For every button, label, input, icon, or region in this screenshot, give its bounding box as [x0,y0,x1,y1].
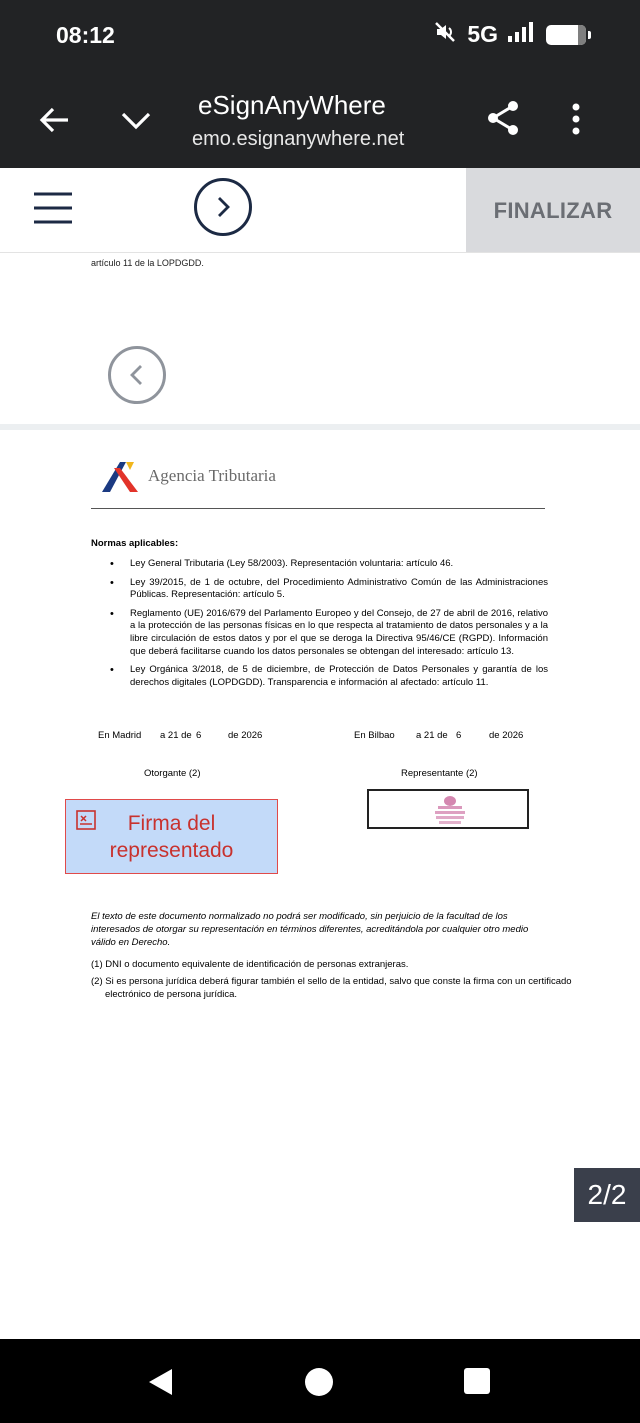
page-separator [0,424,640,430]
rules-list [108,558,548,695]
right-date-day: a 21 de [416,730,448,741]
nav-back-icon[interactable] [146,1367,176,1402]
nav-home-icon[interactable] [304,1367,334,1402]
document-toolbar [0,168,640,253]
system-nav-bar [0,1339,640,1423]
left-date-city: En Madrid [98,730,142,741]
previous-button[interactable] [108,346,166,404]
nav-recents-icon[interactable] [463,1367,491,1400]
signature-field-label: Firma del representado [109,812,234,862]
chevron-left-icon [125,363,149,387]
legal-note: El texto de este documento normalizado no podrá ser modificado, sin perjuicio de la facultad de los interesados de otorgar su representación en términos diferentes, acreditándola por cualquier otro medio válido en Derecho. [91,911,529,948]
footnote-2-line-1: (2) Si es persona jurídica deberá figurar también el sello de la entidad, salvo que conste la firma con un certificado [91,976,572,987]
list-item: • Ley Orgánica 3/2018, de 5 de diciembre, de Protección de Datos Personales y garantía de los derechos digitales (LOPDGDD). Transparencia e información al afectado: artículo 11. [108,664,548,689]
network-type: 5G [467,21,498,47]
left-date-day: a 21 de [160,730,192,741]
page-indicator: 2/2 [574,1168,640,1222]
representative-label: Representante (2) [401,768,478,779]
battery-empty [578,25,586,45]
previous-page-text: artículo 11 de la LOPDGDD. [91,258,204,268]
signature-field[interactable] [65,799,278,874]
footnote-2-line-2: electrónico de persona jurídica. [105,988,238,1000]
more-vert-icon[interactable] [570,102,582,143]
chevron-down-icon[interactable] [118,102,154,143]
grantor-label: Otorgante (2) [144,768,201,779]
menu-icon[interactable] [32,190,74,231]
status-icons [433,20,586,49]
battery-icon [546,25,586,45]
right-date-month: 6 [456,730,462,741]
header-divider [91,508,545,509]
browser-url[interactable]: emo.esignanywhere.net [192,128,405,150]
footnote-1: (1) DNI o documento equivalente de identificación de personas extranjeras. [91,959,409,970]
browser-bar [0,72,640,168]
status-time: 08:12 [56,22,115,48]
list-item: • Ley General Tributaria (Ley 58/2003). Representación voluntaria: artículo 46. [108,558,548,571]
agency-logo-text: Agencia Tributaria [148,466,276,485]
signal-icon [508,21,536,48]
browser-page-title: eSignAnyWhere [198,90,386,120]
back-arrow-icon[interactable] [36,102,72,143]
chevron-right-icon [211,195,235,219]
signature-stamp-icon [429,793,471,827]
left-date-month: 6 [196,730,202,741]
list-item: • Ley 39/2015, de 1 de octubre, del Procedimiento Administrativo Común de las Administraciones Públicas. Representación: artículo 5. [108,577,548,602]
agency-logo [100,458,276,494]
right-date-city: En Bilbao [354,730,395,741]
left-date-year: de 2026 [228,730,263,741]
share-icon[interactable] [484,98,524,143]
agency-logo-icon [100,458,140,494]
list-item: • Reglamento (UE) 2016/679 del Parlamento Europeo y del Consejo, de 27 de abril de 2016, relativo a la protección de las personas físicas en lo que respecta al tratamiento de datos personales y a la libre circulación de estos datos y por el que se deroga la Directiva 95/46/CE (RGPD). Información que deberá facilitarse cuando los datos personales se obtengan del interesado: artículo 13. [108,608,548,658]
status-bar [0,0,640,72]
mute-icon [433,20,457,49]
finish-button[interactable]: FINALIZAR [466,168,640,252]
next-button[interactable] [194,178,252,236]
applied-signature [367,789,529,829]
footnote-2 [91,976,621,1001]
right-date-year: de 2026 [489,730,524,741]
section-heading: Normas aplicables: [91,538,179,549]
